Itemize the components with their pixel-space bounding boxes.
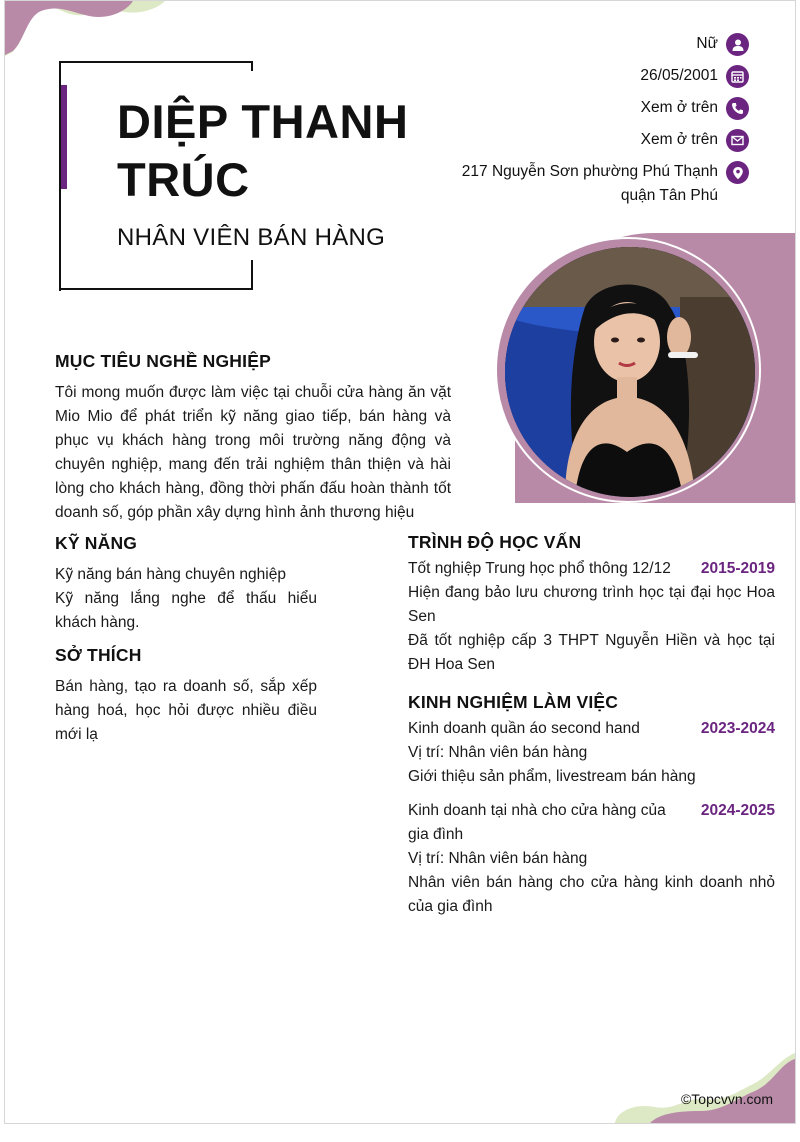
job-description: Nhân viên bán hàng cho cửa hàng kinh doanh nhỏ của gia đình — [408, 874, 775, 915]
contact-email-text: Xem ở trên — [640, 131, 718, 148]
job-years: 2024-2025 — [700, 802, 775, 819]
skill-item: Kỹ năng lắng nghe để thấu hiểu khách hàng. — [55, 590, 317, 631]
candidate-name: DIỆP THANH TRÚC — [117, 95, 409, 206]
experience-title: KINH NGHIỆM LÀM VIỆC — [408, 692, 619, 712]
contact-address-line2: quận Tân Phú — [620, 187, 718, 204]
hobbies-text: Bán hàng, tạo ra doanh số, sắp xếp hàng hoá, học hỏi được nhiều điều mới lạ — [55, 678, 317, 743]
location-pin-icon — [726, 161, 749, 184]
calendar-icon — [726, 65, 749, 88]
name-frame-right-top — [251, 61, 253, 71]
name-frame-accent-bar — [61, 85, 67, 189]
candidate-job-title: NHÂN VIÊN BÁN HÀNG — [117, 224, 386, 251]
skills-title: KỸ NĂNG — [55, 533, 138, 553]
objective-text: Tôi mong muốn được làm việc tại chuỗi cửa hàng ăn vặt Mio Mio để phát triển kỹ năng giao tiếp, bán hàng và phục vụ khách hàng trong môi trường năng động và chuyên nghiệp, mang đến trải nghiệm thân thiện và hài lòng cho khách hàng, đồng thời phấn đấu hoàn thành tốt doanh số, góp phần xây dựng hình ảnh thương hiệu — [55, 384, 451, 521]
contact-birthday-text: 26/05/2001 — [640, 67, 718, 84]
decor-blob-bottom-right — [605, 1053, 795, 1123]
job-company: Kinh doanh quần áo second hand — [408, 720, 640, 737]
education-line: Đã tốt nghiệp cấp 3 THPT Nguyễn Hiền và học tại ĐH Hoa Sen — [408, 632, 775, 673]
contact-phone — [641, 96, 749, 120]
name-frame-top — [59, 61, 253, 63]
contact-birthday — [640, 64, 749, 88]
education-entry: Tốt nghiệp Trung học phổ thông 12/12 — [408, 560, 671, 577]
job-company: Kinh doanh tại nhà cho cửa hàng của gia đình — [408, 802, 666, 843]
user-icon — [726, 33, 749, 56]
contact-address-text — [462, 160, 718, 208]
contact-phone-text: Xem ở trên — [640, 99, 718, 116]
hobbies-title: SỞ THÍCH — [55, 645, 142, 665]
name-frame-bottom — [59, 288, 253, 290]
name-frame-right-bottom — [251, 260, 253, 290]
contact-address-line1: 217 Nguyễn Sơn phường Phú Thạnh — [461, 163, 718, 180]
cv-page — [4, 0, 796, 1124]
job-position: Vị trí: Nhân viên bán hàng — [408, 850, 588, 867]
decor-blob-top-left — [5, 1, 175, 61]
contact-address — [462, 160, 749, 208]
education-years: 2015-2019 — [700, 560, 775, 577]
job-years: 2023-2024 — [700, 720, 775, 737]
job-description: Giới thiệu sản phẩm, livestream bán hàng — [408, 768, 696, 785]
education-title: TRÌNH ĐỘ HỌC VẤN — [408, 532, 582, 552]
job-position: Vị trí: Nhân viên bán hàng — [408, 744, 588, 761]
education-line: Hiện đang bảo lưu chương trình học tại đại học Hoa Sen — [408, 584, 775, 625]
skill-item: Kỹ năng bán hàng chuyên nghiệp — [55, 566, 286, 583]
profile-photo — [505, 247, 755, 497]
contact-email — [641, 128, 749, 152]
objective-title: MỤC TIÊU NGHỀ NGHIỆP — [55, 351, 271, 371]
phone-icon — [726, 97, 749, 120]
footer-copyright: ©Topcvvn.com — [680, 1091, 773, 1107]
mail-icon — [726, 129, 749, 152]
contact-gender — [696, 32, 749, 56]
contact-gender-text: Nữ — [696, 35, 718, 52]
